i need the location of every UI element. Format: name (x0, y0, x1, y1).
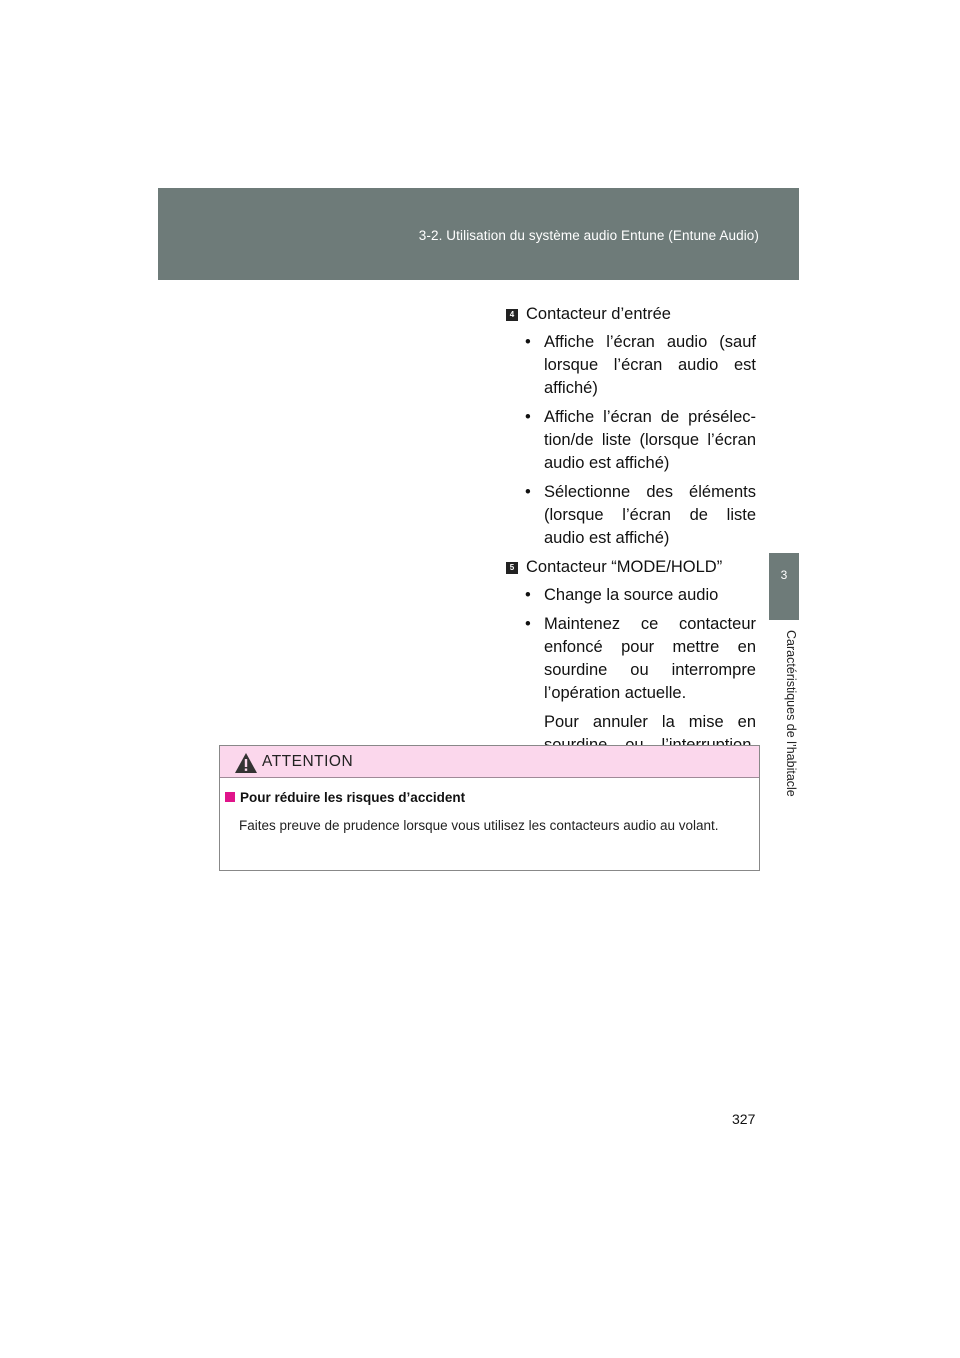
chapter-label: Caractéristiques de l’habitacle (784, 630, 798, 797)
main-content (506, 303, 756, 780)
list-item: • Maintenez ce contacteur enfoncé pour mettre en sourdine ou interrompre l’opération actuelle. (525, 615, 756, 702)
square-bullet-icon (225, 792, 235, 802)
caution-box (219, 745, 760, 871)
list-item: • Sélectionne des éléments (lorsque l’écran de liste audio est affiché) (525, 483, 756, 547)
chapter-number: 3 (780, 568, 788, 582)
item-title: Contacteur d’entrée (526, 305, 671, 323)
caution-text: Faites preuve de prudence lorsque vous utilisez les contacteurs audio au volant. (239, 818, 719, 833)
item-4-heading (506, 303, 756, 326)
list-item: • Affiche l’écran audio (sauf lorsque l’écran audio est affiché) (525, 333, 756, 397)
page-number: 327 (732, 1111, 756, 1127)
section-title: 3-2. Utilisation du système audio Entune (Entune Audio) (418, 228, 759, 243)
chapter-tab (769, 553, 799, 620)
list-item: • Affiche l’écran de présélec-tion/de liste (lorsque l’écran audio est affiché) (525, 408, 756, 472)
item-5-heading (506, 556, 756, 579)
warning-triangle-icon (234, 752, 258, 774)
item-number-badge: 4 (506, 309, 518, 321)
caution-subtitle: Pour réduire les risques d’accident (225, 790, 465, 805)
item-title: Contacteur “MODE/HOLD” (526, 558, 723, 576)
list-item-note: Pour annuler la mise en (544, 713, 756, 731)
caution-title: ATTENTION (262, 753, 354, 770)
caution-header (220, 746, 759, 778)
list-item: • Change la source audio (525, 586, 719, 604)
item-number-badge: 5 (506, 562, 518, 574)
item-4-bullets (506, 331, 756, 550)
header-band (158, 188, 799, 280)
